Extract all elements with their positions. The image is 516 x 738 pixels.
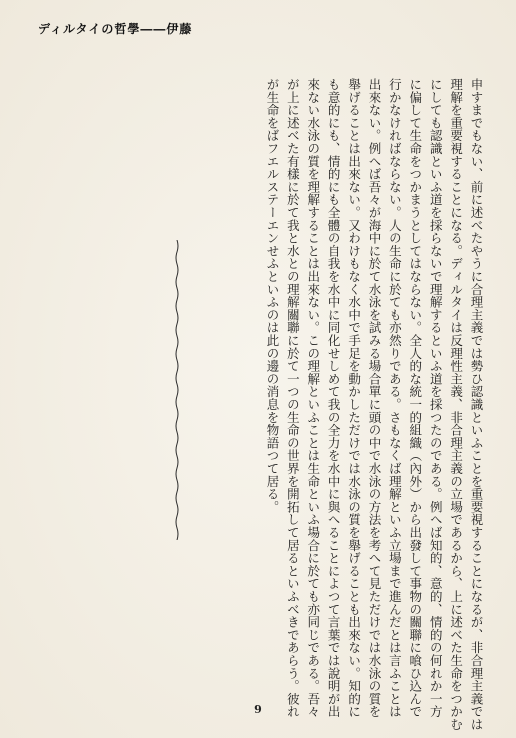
body-text: [262, 78, 486, 731]
running-header: ディルタイの哲學――伊藤: [38, 22, 193, 36]
text-line: が生命をばフエルステーエンせふといふのは此の邊の消息を物語つて居る。: [264, 78, 280, 514]
text-line: も意的にも、情的にも全體の自我を水中に同化せしめて我の全力を水中に與へることによつて言葉では說明が出: [326, 78, 342, 718]
text-line: 舉げることは出來ない。又わけもなく水中で手足を動かしただけでは水泳の質を舉げることも出來ない。知的に: [346, 78, 362, 718]
text-line: が上に述べた有樣に於て我と水との理解關聯に於て一つの生命の世界を開拓して居るといふべきであらう。彼れ: [285, 78, 301, 718]
text-line: 出來ない。例へば吾々が海中に於て水泳を試みる場合單に頭の中で水泳の方法を考へて見ただけでは水泳の質を: [366, 78, 382, 718]
text-line: 理解を重要視することになる。ディルタイは反理性主義、非合理主義の立場であるから、上に述べた生命をつかむ: [448, 78, 464, 731]
text-line: 申すまでもない、前に述べたやうに合理主義では勢ひ認識といふことを重要視することになるが、非合理主義では: [469, 78, 484, 731]
text-line: 來ない水泳の質を理解することは出來ない。この理解といふことは生命といふ場合に於ても亦同じである。吾々: [305, 78, 321, 718]
text-line: 行かなければならない。人の生命に於ても亦然りである。さもなくば理解といふ立場まで進んだとは言ふことは: [387, 78, 403, 718]
text-line: に偏して生命をつかまうとしてはならない。全人的な統一的組織（內外）から出發して事物の關聯に喰ひ込んで: [407, 78, 423, 718]
page-number: 9: [254, 703, 262, 716]
text-line: にしても認識といふ道を採らないで理解するといふ道を採つたのである。例へば知的、意的、情的の何れか一方: [428, 78, 444, 718]
section-divider: [174, 240, 180, 540]
